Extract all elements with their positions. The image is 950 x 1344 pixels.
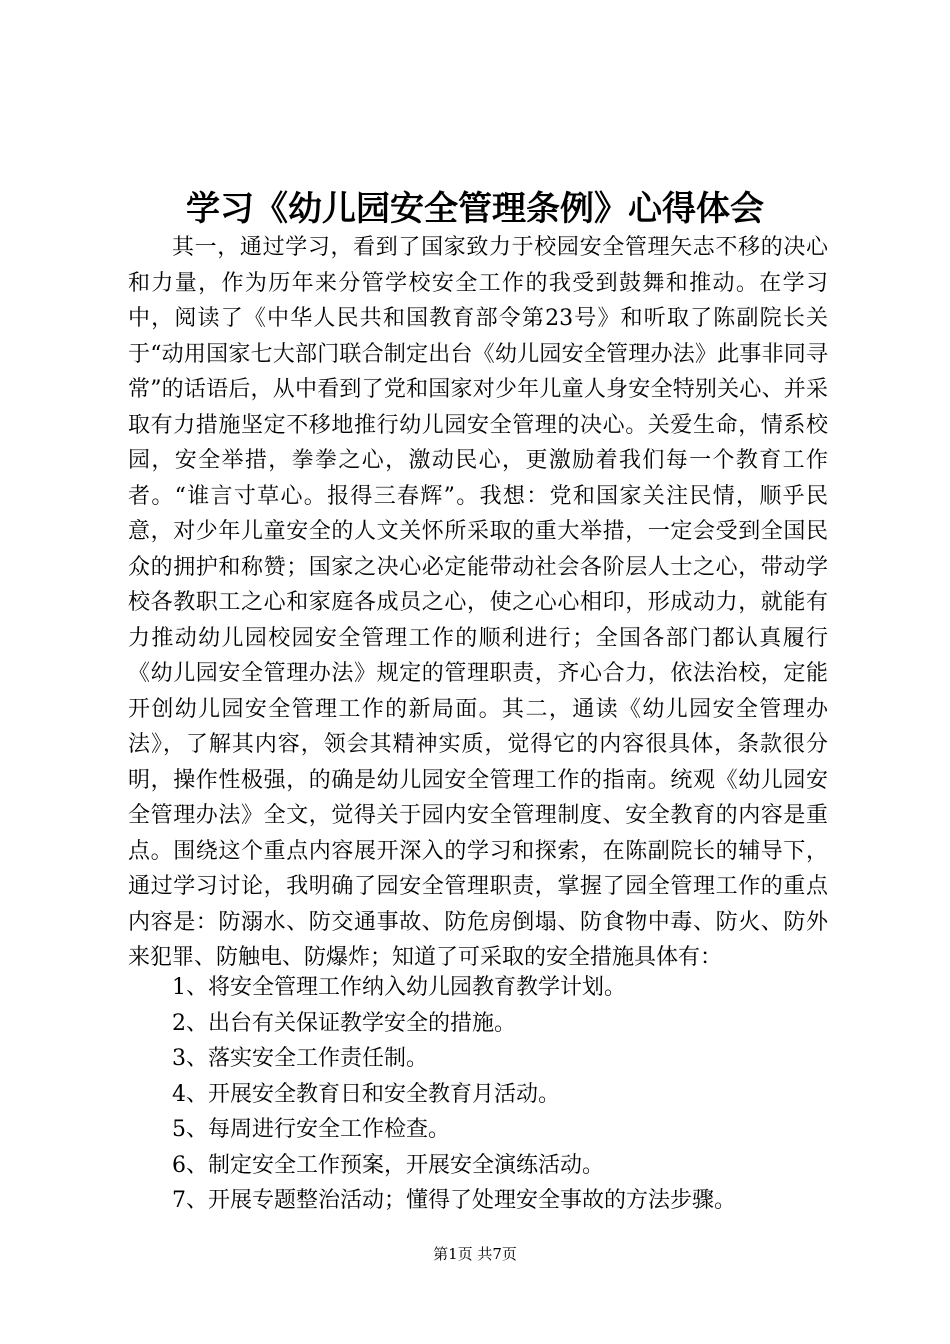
list-item: 2、出台有关保证教学安全的措施。 — [172, 1010, 516, 1036]
measures-list — [128, 970, 828, 1219]
list-item: 3、落实安全工作责任制。 — [172, 1046, 428, 1071]
list-item: 5、每周进行安全工作检查。 — [172, 1117, 450, 1142]
list-item: 1、将安全管理工作纳入幼儿园教育教学计划。 — [172, 975, 626, 1000]
document-title: 学习《幼儿园安全管理条例》心得体会 — [186, 189, 764, 229]
list-item: 6、制定安全工作预案，开展安全演练活动。 — [172, 1152, 604, 1178]
list-item: 4、开展安全教育日和安全教育月活动。 — [172, 1081, 560, 1107]
page-number-footer: 第1页 共7页 — [433, 1245, 517, 1263]
list-item: 7、开展专题整治活动；懂得了处理安全事故的方法步骤。 — [172, 1188, 736, 1213]
body-paragraph: 其一，通过学习，看到了国家致力于校园安全管理矢志不移的决心和力量，作为历年来分管学校安全工作的我受到鼓舞和推动。在学习中，阅读了《中华人民共和国教育部令第23号》和听取了陈副院长关于“动用国家七大部门联合制定出台《幼儿园安全管理办法》此事非同寻常”的话语后，从中看到了党和国家对少年儿童人身安全特别关心、并采取有力措施坚定不移地推行幼儿园安全管理的决心。关爱生命，情系校园，安全举措，拳拳之心，激动民心，更激励着我们每一个教育工作者。“谁言寸草心。报得三春辉”。我想：党和国家关注民情，顺乎民意，对少年儿童安全的人文关怀所采取的重大举措，一定会受到全国民众的拥护和称赞；国家之决心必定能带动社会各阶层人士之心，带动学校各教职工之心和家庭各成员之心，使之心心相印，形成动力，就能有力推动幼儿园校园安全管理工作的顺利进行；全国各部门都认真履行《幼儿园安全管理办法》规定的管理职责，齐心合力，依法治校，定能开创幼儿园安全管理工作的新局面。其二，通读《幼儿园安全管理办法》，了解其内容，领会其精神实质，觉得它的内容很具体，条款很分明，操作性极强，的确是幼儿园安全管理工作的指南。统观《幼儿园安全管理办法》全文，觉得关于园内安全管理制度、安全教育的内容是重点。围绕这个重点内容展开深入的学习和探索，在陈副院长的辅导下，通过学习讨论，我明确了园安全管理职责，掌握了园全管理工作的重点内容是：防溺水、防交通事故、防危房倒塌、防食物中毒、防火、防外来犯罪、防触电、防爆炸；知道了可采取的安全措施具体有： — [128, 235, 828, 970]
